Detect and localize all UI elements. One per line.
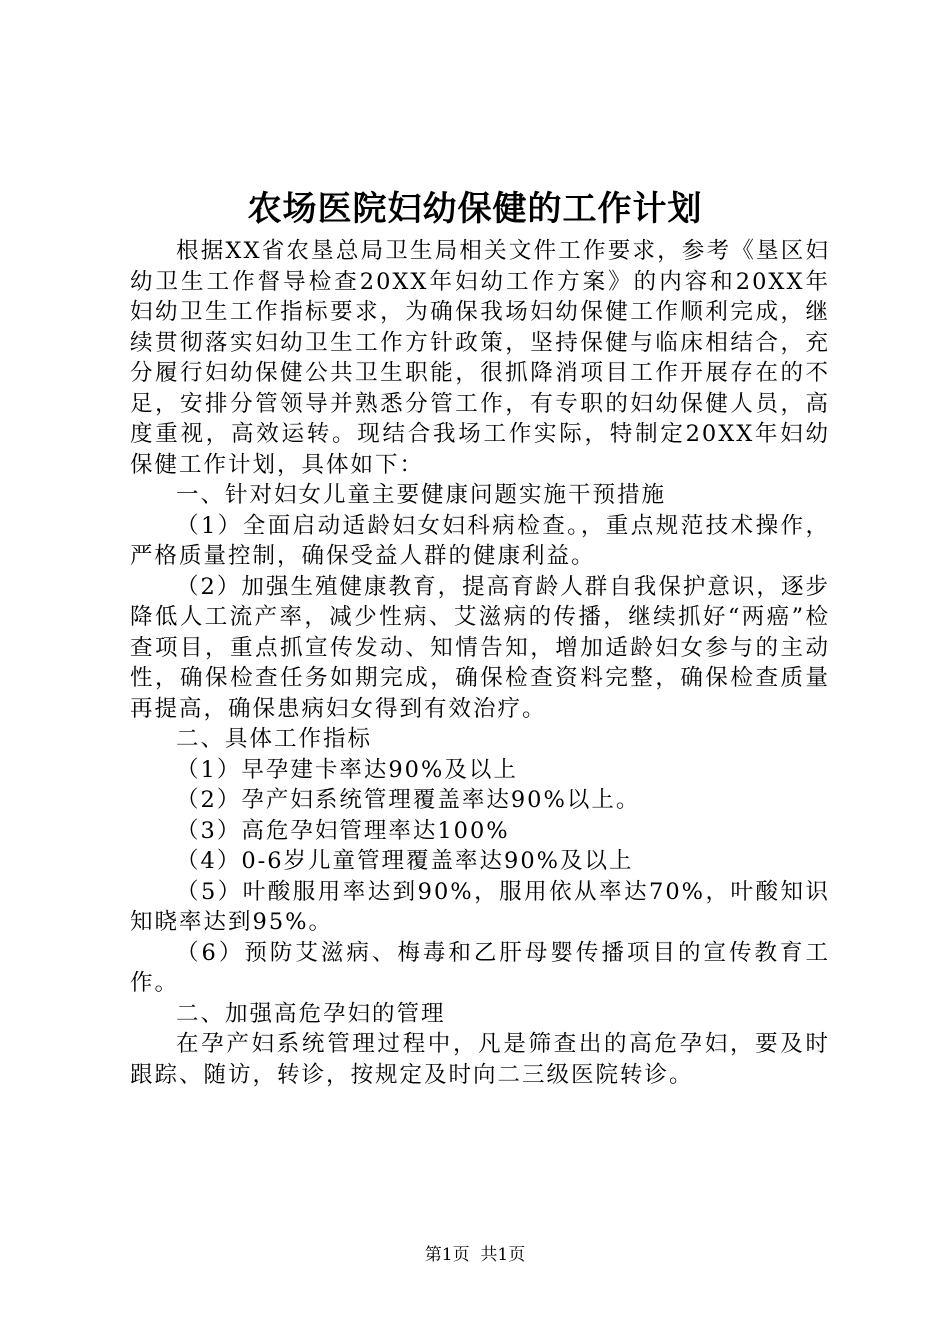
list-item: （6）预防艾滋病、梅毒和乙肝母婴传播项目的宣传教育工作。	[130, 939, 830, 996]
section-heading-high-risk: 二、加强高危孕妇的管理	[176, 1000, 446, 1027]
body-paragraph: 在孕产妇系统管理过程中，凡是筛查出的高危孕妇，要及时跟踪、随访，转诊，按规定及时向二三级医院转诊。	[130, 1031, 830, 1088]
section-heading-indicators: 二、具体工作指标	[176, 726, 373, 752]
document-body	[130, 236, 830, 1090]
list-item: （3）高危孕妇管理率达100%	[176, 817, 510, 844]
intro-paragraph: 根据XX省农垦总局卫生局相关文件工作要求，参考《垦区妇幼卫生工作督导检查20XX年妇幼工作方案》的内容和20XX年妇幼卫生工作指标要求，为确保我场妇幼保健工作顺利完成，继续贯彻落实妇幼卫生工作方针政策，坚持保健与临床相结合，充分履行妇幼保健公共卫生职能，很抓降消项目工作开展存在的不足，安排分管领导并熟悉分管工作，有专职的妇幼保健人员，高度重视，高效运转。现结合我场工作实际，特制定20XX年妇幼保健工作计划，具体如下：	[130, 238, 830, 478]
list-item: （2）孕产妇系统管理覆盖率达90%以上。	[176, 787, 641, 813]
list-item: （2）加强生殖健康教育，提高育龄人群自我保护意识，逐步降低人工流产率，减少性病、艾滋病的传播，继续抓好“两癌”检查项目，重点抓宣传发动、知情告知，增加适龄妇女参与的主动性，确保检查任务如期完成，确保检查资料完整，确保检查质量再提高，确保患病妇女得到有效治疗。	[130, 573, 830, 722]
list-item: （1）早孕建卡率达90%及以上	[176, 756, 518, 783]
list-item: （1）全面启动适龄妇女妇科病检查。，重点规范技术操作，严格质量控制，确保受益人群的健康利益。	[130, 512, 830, 569]
section-heading-interventions: 一、针对妇女儿童主要健康问题实施干预措施	[176, 482, 667, 508]
document-title: 农场医院妇幼保健的工作计划	[247, 189, 703, 229]
list-item: （4）0-6岁儿童管理覆盖率达90%及以上	[176, 848, 634, 874]
list-item: （5）叶酸服用率达到90%，服用依从率达70%，叶酸知识知晓率达到95%。	[130, 878, 830, 935]
page-footer: 第1页 共1页	[424, 1245, 526, 1265]
